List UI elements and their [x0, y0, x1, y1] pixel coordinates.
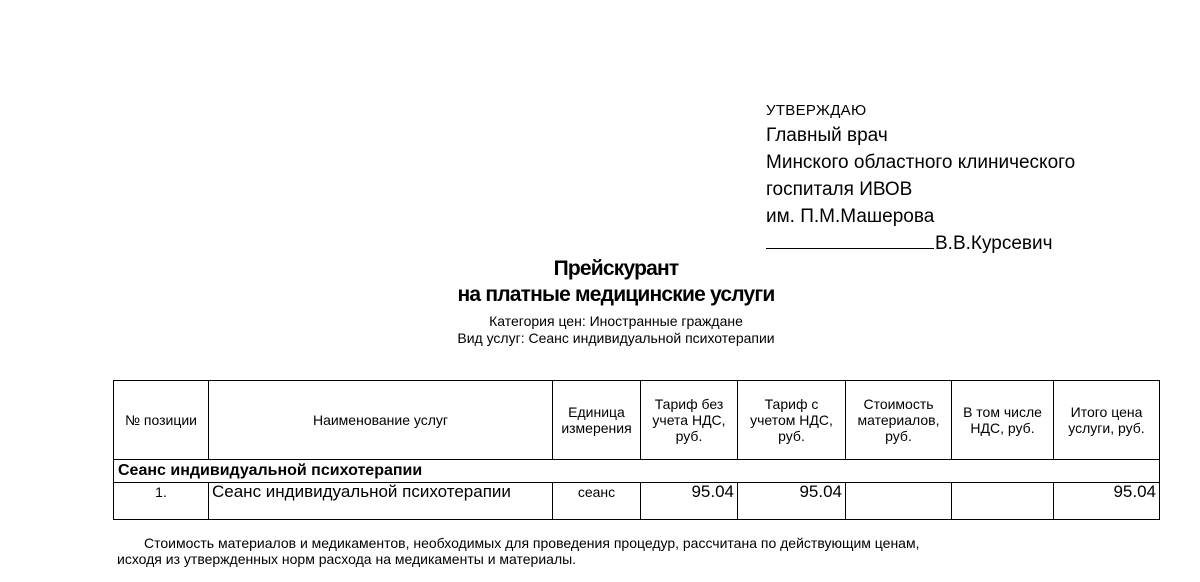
header-position: № позиции	[114, 381, 209, 460]
cell-materials	[846, 483, 952, 520]
header-name: Наименование услуг	[209, 381, 553, 460]
group-label: Сеанс индивидуальной психотерапии	[114, 460, 1160, 483]
header-tariff-vat: Тариф с учетом НДС, руб.	[738, 381, 846, 460]
approval-block	[766, 100, 1075, 257]
table-row	[114, 483, 1160, 520]
approval-line-org3: им. П.М.Машерова	[766, 206, 935, 227]
cell-tariff-vat: 95.04	[738, 483, 846, 520]
document-subtitle: на платные медицинские услуги	[457, 283, 775, 306]
table-header-row	[114, 381, 1160, 460]
header-total: Итого цена услуги, руб.	[1054, 381, 1160, 460]
header-incl-vat: В том числе НДС, руб.	[952, 381, 1054, 460]
footnote	[117, 535, 919, 567]
cell-incl-vat	[952, 483, 1054, 520]
cell-name: Сеанс индивидуальной психотерапии	[209, 483, 553, 520]
document-title: Прейскурант	[553, 257, 679, 280]
cell-tariff-no-vat: 95.04	[641, 483, 738, 520]
approval-line-org: Минского областного клинического	[766, 152, 1076, 173]
footnote-line-1: Стоимость материалов и медикаментов, необходимых для проведения процедур, рассчитана по действующим ценам,	[144, 535, 920, 551]
signature-line	[766, 230, 1075, 257]
signatory-name: В.В.Курсевич	[935, 233, 1053, 254]
header-tariff-no-vat: Тариф без учета НДС, руб.	[641, 381, 738, 460]
approval-line-position: Главный врач	[766, 125, 888, 146]
signature-underline	[766, 231, 934, 249]
table-group-row	[114, 460, 1160, 483]
price-category: Категория цен: Иностранные граждане	[489, 313, 743, 329]
cell-total: 95.04	[1054, 483, 1160, 520]
service-type: Вид услуг: Сеанс индивидуальной психотерапии	[457, 330, 775, 346]
price-table	[113, 380, 1160, 520]
approval-line-org2: госпиталя ИВОВ	[766, 179, 913, 200]
header-materials: Стоимость материалов, руб.	[846, 381, 952, 460]
cell-position: 1.	[114, 483, 209, 520]
cell-unit: сеанс	[553, 483, 641, 520]
approval-stamp: УТВЕРЖДАЮ	[766, 102, 867, 119]
document-heading	[0, 256, 1200, 347]
header-unit: Единица измерения	[553, 381, 641, 460]
footnote-line-2: исходя из утвержденных норм расхода на медикаменты и материалы.	[117, 551, 577, 567]
